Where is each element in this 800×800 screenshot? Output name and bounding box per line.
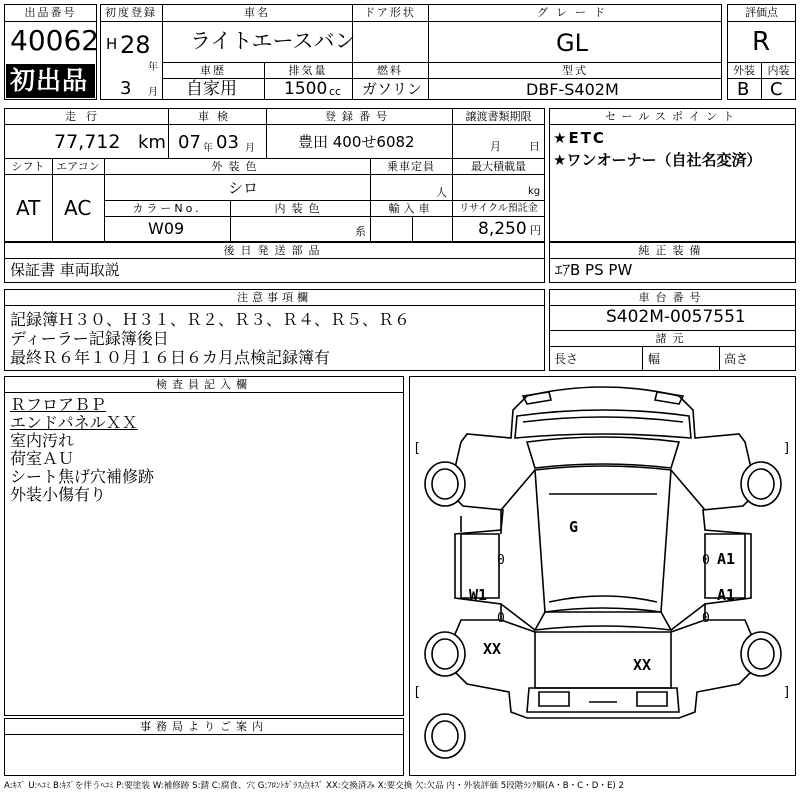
shift-label: シフト <box>11 160 45 173</box>
shift-value: AT <box>16 196 41 220</box>
fuel-label: 燃料 <box>377 64 403 77</box>
note-line-2: ディーラー記録簿後日 <box>10 329 169 348</box>
score-value: R <box>752 27 771 57</box>
mark-left-rear-wheel: XX <box>483 640 502 658</box>
ac-value: AC <box>64 196 92 220</box>
max-load-label: 最大積載量 <box>471 160 526 173</box>
mark-right-rear-door: A1 <box>717 586 736 604</box>
year-unit: 年 <box>148 62 158 73</box>
model-value: DBF-S402M <box>526 80 619 99</box>
lot-number-label: 出品番号 <box>24 6 77 19</box>
registration-month: 3 <box>120 78 132 99</box>
inspection-month-unit: 月 <box>245 143 255 154</box>
inspector-label: 検査員記入欄 <box>156 378 252 391</box>
recycle-fee-label: リサイクル預託金 <box>459 203 538 214</box>
first-registration-label: 初度登録 <box>105 6 157 19</box>
history-value: 自家用 <box>186 79 237 99</box>
registration-year: 28 <box>120 31 151 59</box>
exterior-color-value: シロ <box>228 179 259 197</box>
era-letter: H <box>106 35 118 53</box>
recycle-fee-unit: 円 <box>530 224 541 237</box>
month-unit: 月 <box>148 87 158 98</box>
note-line-3: 最終Ｒ６年１０月１６日６カ月点検記録簿有 <box>10 348 331 367</box>
capacity-label: 乗車定員 <box>387 160 435 173</box>
chassis-number-label: 車台番号 <box>638 291 707 304</box>
exterior-grade: B <box>737 79 750 100</box>
inspection-label: 車検 <box>198 110 236 123</box>
model-label: 型式 <box>562 64 588 77</box>
bracket-front-left: [ <box>413 441 421 456</box>
history-label: 車歴 <box>200 64 226 77</box>
displacement-label: 排気量 <box>288 64 328 77</box>
car-name-label: 車名 <box>244 6 270 19</box>
interior-color-unit: 系 <box>355 225 366 238</box>
inspector-line-2: エンドパネルＸＸ <box>10 413 138 432</box>
transfer-month-unit: 月 <box>490 140 501 153</box>
plate-label: 登録番号 <box>325 110 393 123</box>
import-label: 輸入車 <box>388 202 434 215</box>
zero-mark-rear-left: 0 <box>497 611 505 626</box>
mark-rear-floor: XX <box>633 656 652 674</box>
height-label: 高さ <box>724 352 749 366</box>
car-name: ライトエースバン <box>190 29 356 53</box>
door-shape-label: ドア形状 <box>364 6 416 19</box>
notes-label: 注意事項欄 <box>237 291 312 304</box>
recycle-fee-value: 8,250 <box>478 219 527 239</box>
note-line-1: 記録簿Ｈ３０、Ｈ３１、Ｒ２、Ｒ３、Ｒ４、Ｒ５、Ｒ６ <box>10 310 411 329</box>
mark-left-front-door: W1 <box>469 586 488 604</box>
interior-grade-label: 内装 <box>767 64 790 77</box>
later-parts-label: 後日発送部品 <box>223 244 326 257</box>
bracket-rear-left: [ <box>413 685 421 700</box>
mileage-value: 77,712 <box>54 131 121 153</box>
length-label: 長さ <box>554 352 579 366</box>
inspection-year-unit: 年 <box>203 143 213 154</box>
zero-mark-rear-right: 0 <box>702 611 710 626</box>
transfer-day-unit: 日 <box>529 140 540 153</box>
office-label: 事務局よりご案内 <box>140 720 268 733</box>
score-label: 評価点 <box>745 6 778 19</box>
lot-number: 40062 <box>10 24 100 57</box>
equipment-value: ｴｱB PS PW <box>555 261 633 279</box>
interior-grade: C <box>770 79 783 100</box>
inspector-line-1: ＲフロアＢＰ <box>10 395 107 414</box>
later-parts-value: 保証書 車両取説 <box>10 261 120 279</box>
sales-point-2: ★ワンオーナー（自社名変済） <box>553 151 762 169</box>
interior-color-label: 内装色 <box>274 202 326 215</box>
fuel-value: ガソリン <box>362 80 423 98</box>
displacement-unit: cc <box>329 85 342 98</box>
zero-mark-right: 0 <box>702 553 710 568</box>
chassis-number-value: S402M-0057551 <box>606 307 746 327</box>
plate-value: 豊田 400せ6082 <box>298 133 415 151</box>
details-box <box>4 108 545 242</box>
bracket-front-right: ] <box>783 441 791 456</box>
bracket-rear-right: ] <box>783 685 791 700</box>
color-number-label: カラーNo. <box>132 202 202 215</box>
sales-points-label: セールスポイント <box>604 110 740 123</box>
car-diagram <box>409 376 796 776</box>
max-load-unit: kg <box>528 186 541 197</box>
mark-right-front-door: A1 <box>717 550 736 568</box>
specs-label: 諸元 <box>655 332 690 345</box>
mark-roof: G <box>569 518 579 536</box>
transfer-docs-label: 譲渡書類期限 <box>465 110 532 123</box>
inspector-line-3: 室内汚れ <box>10 431 75 450</box>
inspection-year: 07 <box>178 132 201 153</box>
first-listing-text: 初出品 <box>10 66 89 95</box>
width-label: 幅 <box>648 352 661 366</box>
mileage-label: 走行 <box>65 110 107 123</box>
exterior-grade-label: 外装 <box>733 64 755 77</box>
legend-text: A:ｷｽﾞ U:ﾍｺﾐ B:ｷｽﾞを伴うﾍｺﾐ P:要塗装 W:補修跡 S:錆 C:腐食、穴 G:ﾌﾛﾝﾄｶﾞﾗｽ点ｷｽﾞ XX:交換済み X:要交換 欠:欠品 内・外装評価 5段階ﾗﾝｸ順(A・B・C・D・E) 2 <box>4 781 624 791</box>
capacity-unit: 人 <box>436 186 447 199</box>
zero-mark-left: 0 <box>497 553 505 568</box>
inspection-month: 03 <box>216 132 239 153</box>
inspector-line-5: シート焦げ穴補修跡 <box>10 467 155 486</box>
sales-point-1: ★ETC <box>553 129 606 147</box>
inspector-line-6: 外装小傷有り <box>10 485 107 504</box>
ac-label: エアコン <box>56 160 100 173</box>
color-number-value: W09 <box>148 219 185 238</box>
inspector-line-4: 荷室ＡＵ <box>10 449 75 468</box>
grade-label: グレード <box>537 6 613 19</box>
grade-value: GL <box>556 29 588 57</box>
exterior-color-label: 外装色 <box>211 160 263 173</box>
mileage-unit: km <box>138 132 166 153</box>
displacement-value: 1500 <box>284 79 328 99</box>
equipment-label: 純正装備 <box>638 244 707 257</box>
